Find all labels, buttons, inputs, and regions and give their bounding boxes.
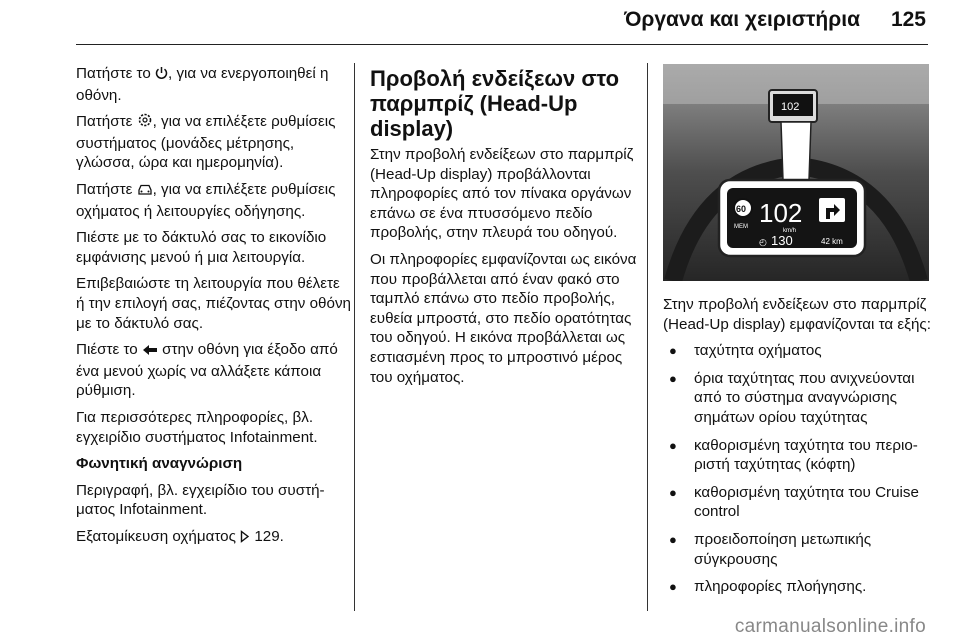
watermark: carmanualsonline.info [734,616,926,637]
paragraph-more-info: Για περισσότερες πληροφορίες, βλ. εγχειρίδιο συστήματος Infotainment. [76,408,318,446]
list-item: ● όρια ταχύτητας που ανιχνεύονται από το σύστημα αναγνώρισης σημάτων ορίου ταχύτητας [663,369,938,428]
vehicle-speed: 102 [759,198,803,228]
paragraph-personalization: Εξατομίκευση οχήματος 129. [76,527,351,549]
column-divider-left [354,63,355,611]
section-heading-hud: Προβολή ενδείξεων στο παρμπρίζ (Head-Up display) [370,66,620,141]
column-middle [370,66,648,394]
head-up-display-illustration [663,64,929,281]
hud-paragraph-1: Στην προβολή ενδείξεων στο παρμπρίζ (Head-Up display) προβάλλονται πληροφορίες από τον πίνακα οργάνων επάνω σε ένα πτυσσόμενο πεδίο προβολής, στην πλευρά του οδηγού. [370,146,634,242]
cruise-set-speed: 130 [771,233,793,248]
column-right [663,295,938,605]
small-speed: 102 [781,101,800,113]
cruise-control-icon: ◴ [759,237,767,247]
limit-label: MEM [734,224,748,230]
speed-limit-value: 60 [736,204,747,214]
paragraph-power: Πατήστε το , για να ενεργοποιηθεί η οθόνη. [76,65,329,104]
page-number: 125 [890,8,926,31]
list-item: ● καθορισμένη ταχύτητα του περιοριστή ταχύτητας (κόφτη) [663,436,938,475]
hud-info-list [663,341,938,597]
list-item: ● καθορισμένη ταχύτητα του Cruise control [663,483,938,522]
settings-gear-icon [137,112,153,134]
header-title: Όργανα και χειριστήρια [624,8,860,31]
power-icon [155,66,168,86]
paragraph-system-settings: Πατήστε , για να επιλέξετε ρυθμίσεις συστήματος (μονάδες μέτρησης, γλώσσα, ώρα και ημερομηνία). [76,113,336,172]
hud-info-intro: Στην προβολή ενδείξεων στο παρμπρίζ (Head-Up display) εμφανίζονται τα εξής: [663,296,931,333]
column-left [76,64,351,555]
back-arrow-icon [142,342,158,362]
car-icon [137,182,153,202]
paragraph-vehicle-settings: Πατήστε , για να επιλέξετε ρυθμίσεις οχήματος ή λειτουργίες οδήγησης. [76,180,336,220]
hud-illustration-svg [663,64,929,281]
voice-recognition-heading: Φωνητική αναγνώριση [76,455,243,473]
voice-recognition-text: Περιγραφή, βλ. εγχειρίδιο του συστήματος Infotainment. [76,481,325,519]
reference-arrow-icon [240,529,250,549]
list-item: ● προειδοποίηση μετωπικής σύγκρουσης [663,530,938,569]
list-item: ● πληροφορίες πλοήγησης. [663,577,938,597]
header-rule [76,44,928,45]
paragraph-confirm: Επιβεβαιώστε τη λειτουργία που θέλετε ή την επιλογή σας, πιέζοντας στην οθόνη με το δάκτυλό σας. [76,275,351,332]
navigation-distance: 42 km [821,237,843,246]
paragraph-touch-icon: Πιέστε με το δάκτυλό σας το εικονίδιο εμφάνισης μενού ή μια λειτουργία. [76,229,327,266]
paragraph-exit: Πιέστε το στην οθόνη για έξοδο από ένα μενού χωρίς να αλλάξετε κάποια ρύθμιση. [76,341,338,400]
list-item: ● ταχύτητα οχήματος [663,341,938,361]
hud-paragraph-2: Οι πληροφορίες εμφανίζονται ως εικόνα που προβάλλεται από έναν φακό στο ταμπλό επάνω στο πεδίο προβολής, ευθεία μπροστά, στο πεδίο ορατότητας του οδηγού. Η εικόνα προβάλλεται ως εστιασμένη προς το μπροστινό μέρος του οχήματος. [370,250,637,386]
speed-unit: km/h [783,228,797,234]
